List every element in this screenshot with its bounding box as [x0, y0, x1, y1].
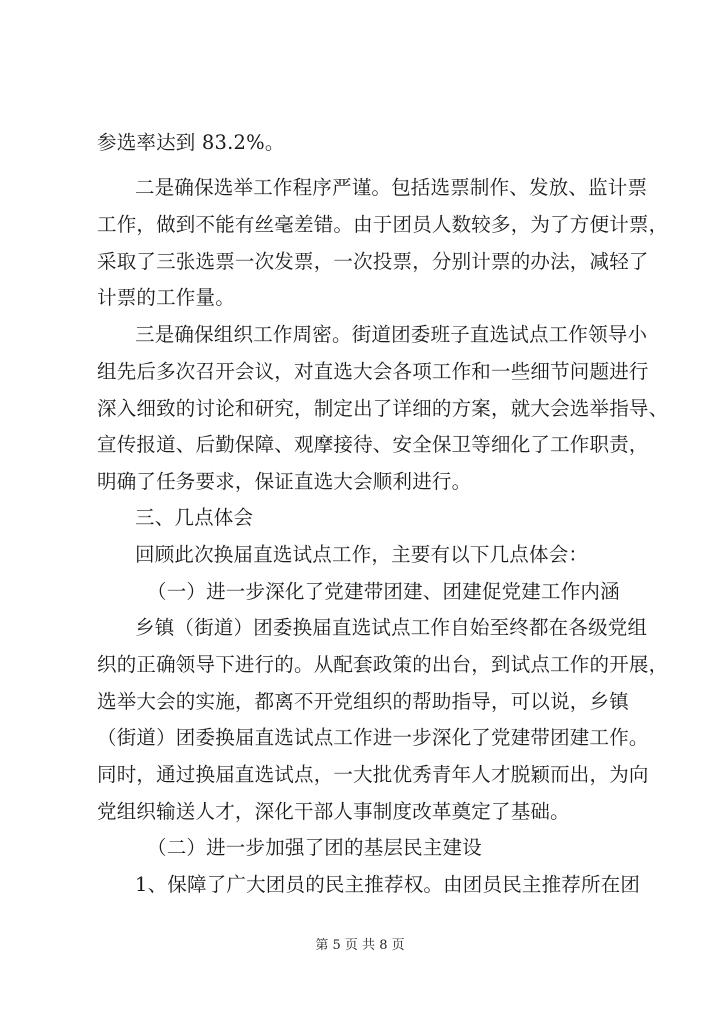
- paragraph-line: 明确了任务要求，保证直选大会顺利进行。: [97, 470, 472, 493]
- paragraph-line: 计票的工作量。: [97, 286, 235, 309]
- paragraph-line: 乡镇（街道）团委换届直选试点工作自始至终都在各级党组: [135, 616, 648, 639]
- paragraph-line: 同时，通过换届直选试点，一大批优秀青年人才脱颖而出，为向: [97, 763, 649, 786]
- paragraph-line: 宣传报道、后勤保障、观摩接待、安全保卫等细化了工作职责，: [97, 433, 649, 456]
- paragraph-line: 深入细致的讨论和研究，制定出了详细的方案，就大会选举指导、: [97, 397, 669, 420]
- paragraph-line: 二是确保选举工作程序严谨。包括选票制作、发放、监计票: [135, 176, 648, 199]
- paragraph-line: 选举大会的实施，都离不开党组织的帮助指导，可以说，乡镇: [97, 690, 629, 713]
- paragraph-line: 回顾此次换届直选试点工作，主要有以下几点体会：: [135, 543, 589, 566]
- page-number-footer: 第 5 页 共 8 页: [315, 938, 405, 953]
- section-heading: 三、几点体会: [135, 506, 254, 529]
- paragraph-line: 1、保障了广大团员的民主推荐权。由团员民主推荐所在团: [135, 873, 641, 896]
- paragraph-line: 采取了三张选票一次发票，一次投票，分别计票的办法，减轻了: [97, 250, 649, 273]
- paragraph-line: 工作，做到不能有丝毫差错。由于团员人数较多，为了方便计票，: [97, 213, 669, 236]
- subsection-heading: （二）进一步加强了团的基层民主建设: [147, 836, 482, 859]
- paragraph-line: 三是确保组织工作周密。街道团委班子直选试点工作领导小: [135, 323, 648, 346]
- subsection-heading: （一）进一步深化了党建带团建、团建促党建工作内涵: [147, 580, 620, 603]
- paragraph-line: 组先后多次召开会议，对直选大会各项工作和一些细节问题进行: [97, 360, 649, 383]
- paragraph-line: （街道）团委换届直选试点工作进一步深化了党建带团建工作。: [97, 726, 649, 749]
- paragraph-line: 党组织输送人才，深化干部人事制度改革奠定了基础。: [97, 800, 570, 823]
- paragraph-line: 织的正确领导下进行的。从配套政策的出台，到试点工作的开展，: [97, 653, 669, 676]
- paragraph-line: 参选率达到 83.2%。: [97, 131, 285, 154]
